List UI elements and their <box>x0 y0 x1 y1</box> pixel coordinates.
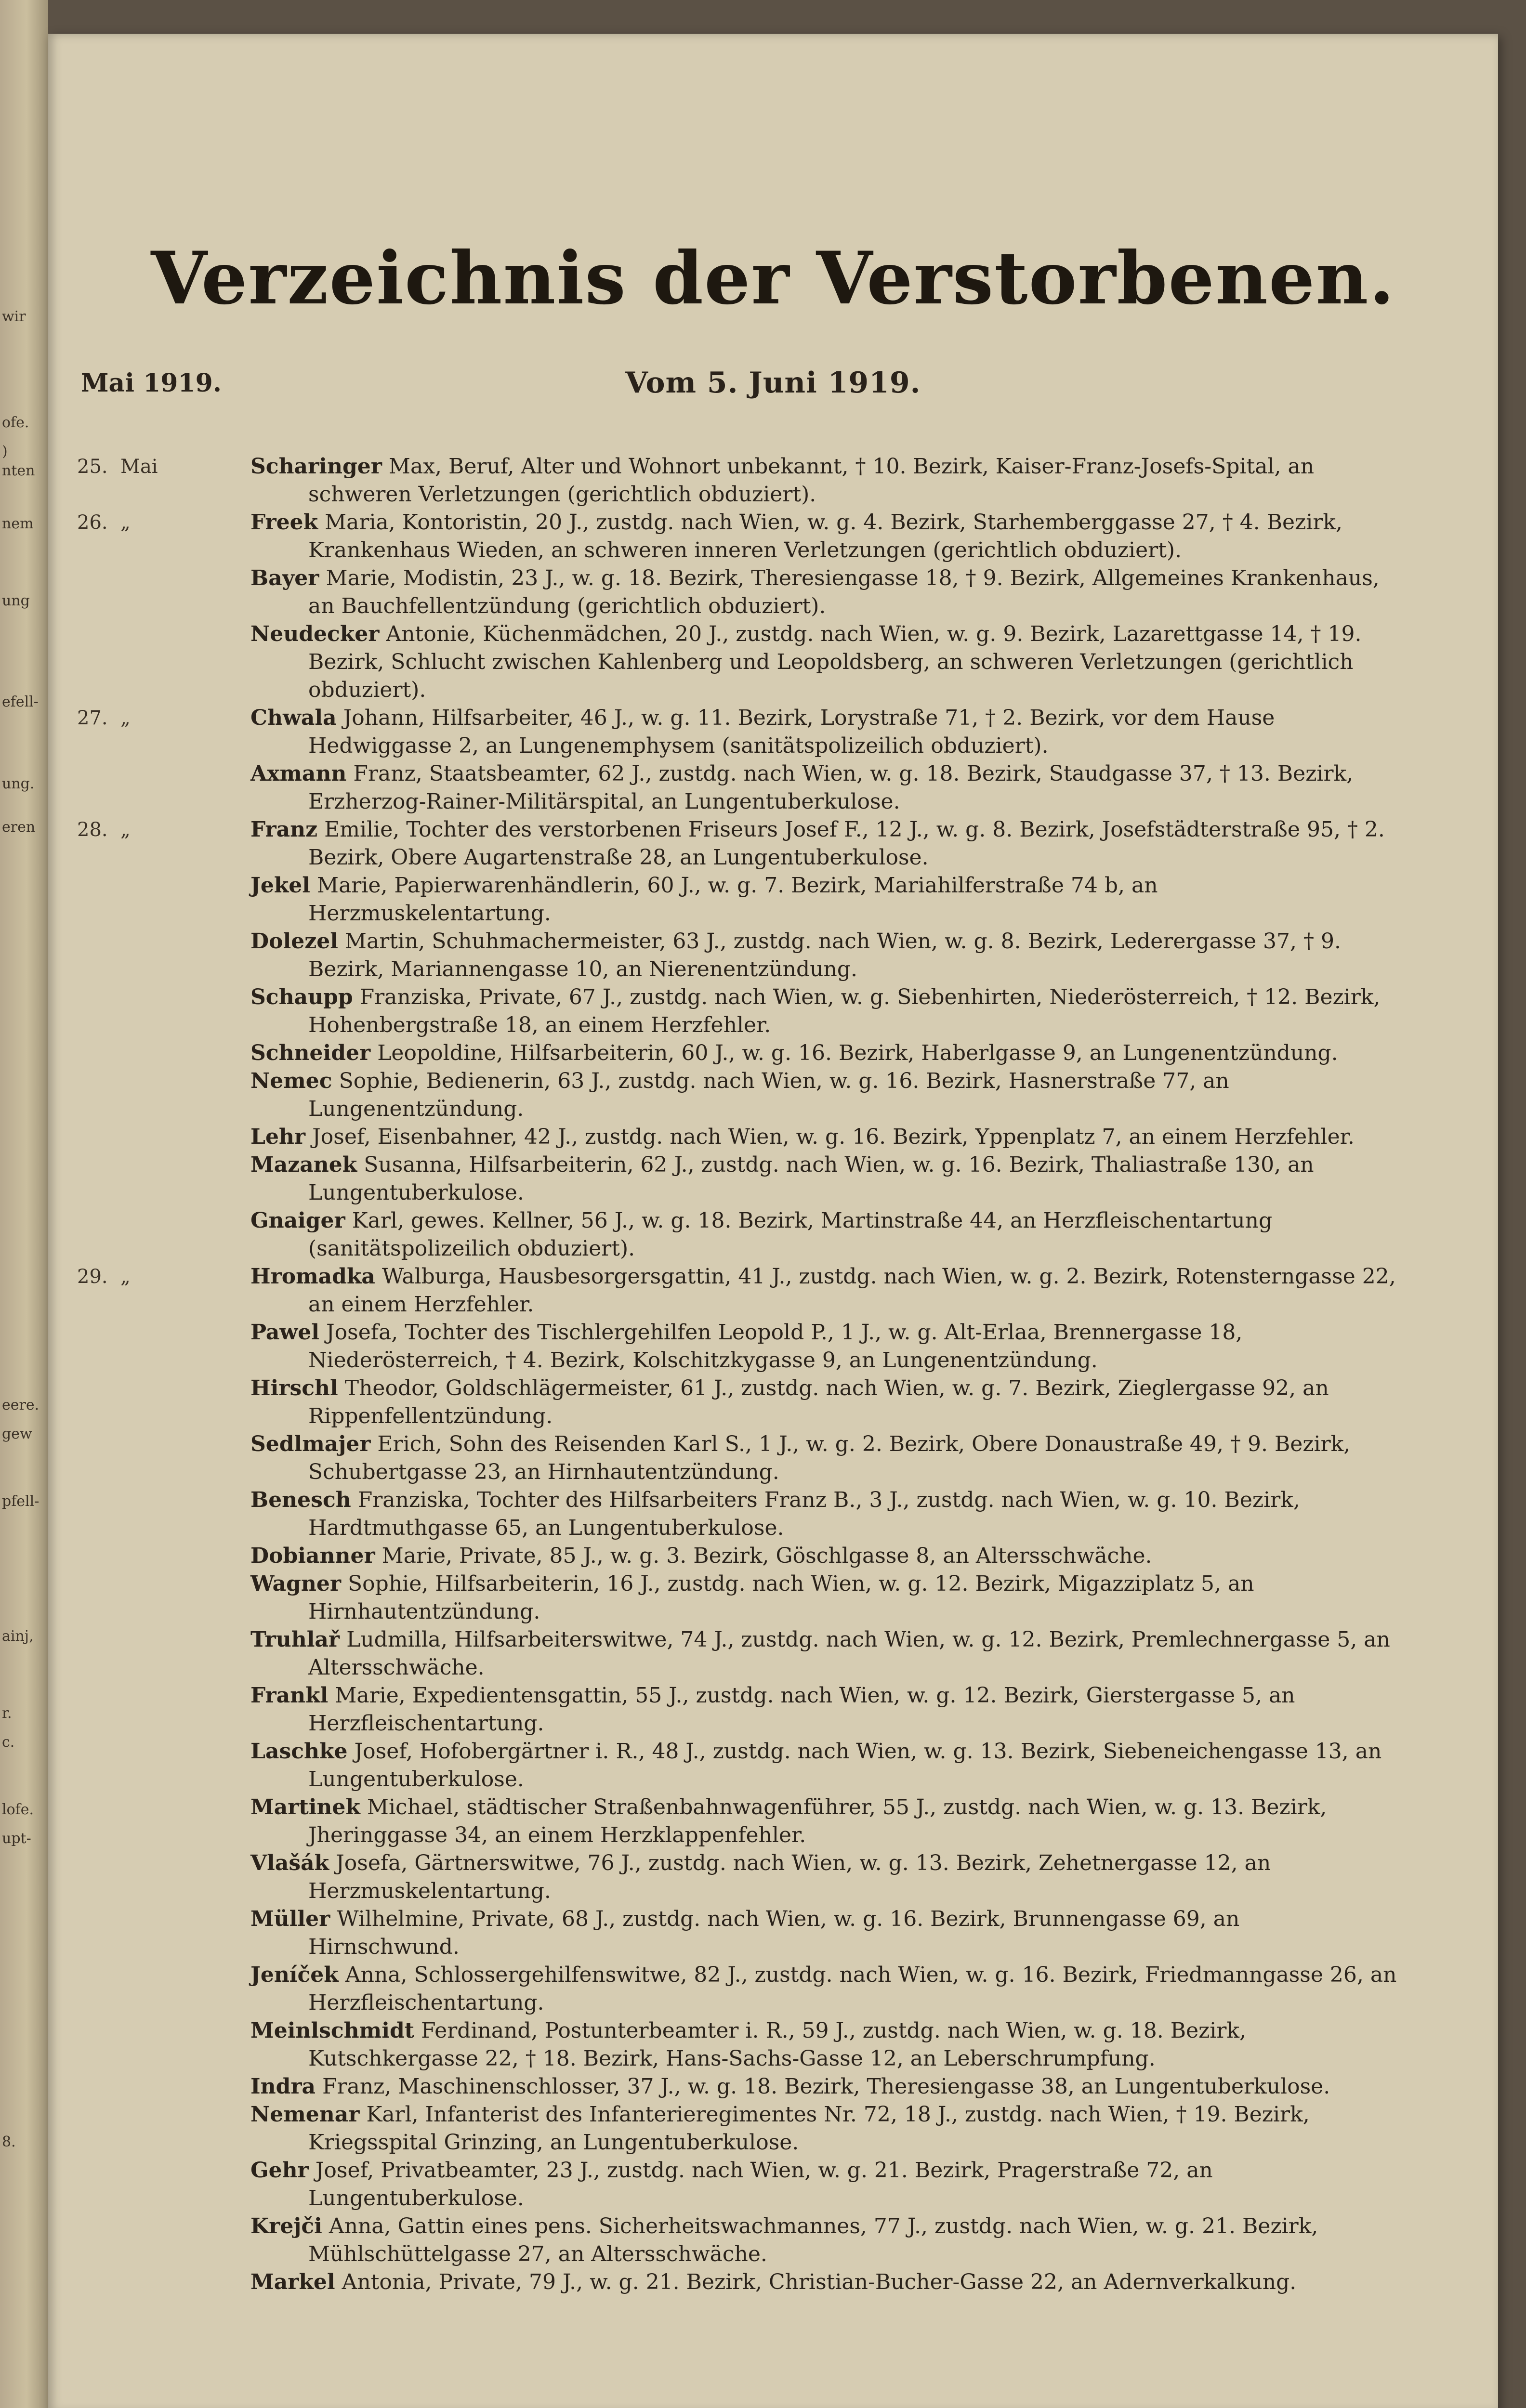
entry-body <box>250 1319 1397 1374</box>
entry-body <box>250 1570 1397 1626</box>
entry-surname: Gnaiger <box>250 1208 345 1233</box>
entry-body <box>250 509 1397 564</box>
entry-surname: Axmann <box>250 761 347 786</box>
entry-body <box>250 1263 1397 1319</box>
margin-fragment: r. <box>2 1705 12 1722</box>
entry-body <box>250 2157 1397 2212</box>
list-item <box>48 1486 1498 1542</box>
entry-surname: Müller <box>250 1907 330 1931</box>
entry-details: Franziska, Private, 67 J., zustdg. nach Wien, w. g. Siebenhirten, Niederösterreich, † 12. Bezirk, Hohenbergstraße 18, an einem Herzfehler. <box>308 985 1381 1037</box>
entry-details: Josef, Privatbeamter, 23 J., zustdg. nach Wien, w. g. 21. Bezirk, Pragerstraße 72, an Lungentuberkulose. <box>308 2158 1213 2211</box>
entry-date-marker <box>77 2157 120 2185</box>
entry-month: „ <box>120 707 131 729</box>
list-item <box>48 620 1498 704</box>
entry-surname: Neudecker <box>250 622 380 646</box>
entry-date-marker <box>77 1374 120 1402</box>
entry-day: 29. <box>77 1266 108 1288</box>
entry-body <box>250 2212 1397 2268</box>
list-item <box>48 2101 1498 2157</box>
entry-date-marker <box>77 1067 120 1095</box>
entry-surname: Krejči <box>250 2214 322 2238</box>
entry-details: Karl, gewes. Kellner, 56 J., w. g. 18. Bezirk, Martinstraße 44, an Herzfleischentartung (sanitätspolizeilich obduziert). <box>308 1208 1273 1261</box>
entry-date-marker <box>77 1486 120 1514</box>
entry-body <box>250 872 1397 928</box>
entry-surname: Jeníček <box>250 1963 339 1987</box>
entry-details: Anna, Gattin eines pens. Sicherheitswachmannes, 77 J., zustdg. nach Wien, w. g. 21. Bezirk, Mühlschüttelgasse 27, an Altersschwäche. <box>308 2214 1318 2266</box>
entry-surname: Dolezel <box>250 929 338 954</box>
list-item <box>48 1430 1498 1486</box>
entry-date-marker <box>77 1151 120 1179</box>
entry-date-marker <box>77 704 131 732</box>
entry-details: Marie, Modistin, 23 J., w. g. 18. Bezirk, Theresiengasse 18, † 9. Bezirk, Allgemeines Krankenhaus, an Bauchfellentzündung (gerichtlich obduziert). <box>308 566 1380 618</box>
list-item <box>48 1207 1498 1263</box>
date-heading: Vom 5. Juni 1919. <box>625 366 921 400</box>
margin-fragment: c. <box>2 1734 15 1751</box>
entry-details: Leopoldine, Hilfsarbeiterin, 60 J., w. g. 16. Bezirk, Haberlgasse 9, an Lungenentzündung. <box>377 1041 1338 1065</box>
entry-date-marker <box>77 760 120 788</box>
entry-details: Martin, Schuhmachermeister, 63 J., zustdg. nach Wien, w. g. 8. Bezirk, Lederergasse 37, † 9. Bezirk, Mariannengasse 10, an Nierenentzündung. <box>308 929 1341 982</box>
entry-body <box>250 1067 1397 1123</box>
entry-surname: Laschke <box>250 1739 348 1764</box>
entry-details: Franziska, Tochter des Hilfsarbeiters Franz B., 3 J., zustdg. nach Wien, w. g. 10. Bezirk, Hardtmuthgasse 65, an Lungentuberkulose. <box>308 1488 1300 1540</box>
entry-date-marker <box>77 2212 120 2240</box>
entry-body <box>250 2268 1397 2296</box>
entry-day: 26. <box>77 511 108 534</box>
entry-day: 27. <box>77 707 108 729</box>
entry-body <box>250 1626 1397 1682</box>
list-item <box>48 1067 1498 1123</box>
entry-body <box>250 1207 1397 1263</box>
entry-date-marker <box>77 1570 120 1598</box>
margin-fragment: gew <box>2 1426 32 1442</box>
entry-surname: Hirschl <box>250 1376 338 1400</box>
list-item <box>48 816 1498 872</box>
entry-body <box>250 1849 1397 1905</box>
entry-date-marker <box>77 509 131 537</box>
entry-body <box>250 760 1397 816</box>
list-item <box>48 1570 1498 1626</box>
entry-details: Maria, Kontoristin, 20 J., zustdg. nach Wien, w. g. 4. Bezirk, Starhemberggasse 27, † 4. Bezirk, Krankenhaus Wieden, an schweren inneren Verletzungen (gerichtlich obduziert). <box>308 510 1343 563</box>
entry-day: 28. <box>77 819 108 841</box>
entry-date-marker <box>77 2268 120 2296</box>
entry-body <box>250 816 1397 872</box>
entry-body <box>250 1961 1397 2017</box>
list-item <box>48 2212 1498 2268</box>
page-title: Verzeichnis der Verstorbenen. <box>151 236 1395 321</box>
entry-date-marker <box>77 2017 120 2045</box>
entry-month: Mai <box>120 456 158 478</box>
entry-surname: Pawel <box>250 1320 319 1345</box>
list-item <box>48 2268 1498 2296</box>
entry-date-marker <box>77 1319 120 1347</box>
entry-details: Theodor, Goldschlägermeister, 61 J., zustdg. nach Wien, w. g. 7. Bezirk, Zieglergasse 92, an Rippenfellentzündung. <box>308 1376 1329 1428</box>
entry-body <box>250 1682 1397 1738</box>
entry-surname: Vlašák <box>250 1851 329 1875</box>
entry-body <box>250 2073 1397 2101</box>
entry-body <box>250 1738 1397 1793</box>
entry-details: Max, Beruf, Alter und Wohnort unbekannt, † 10. Bezirk, Kaiser-Franz-Josefs-Spital, an schweren Verletzungen (gerichtlich obduziert). <box>308 454 1315 507</box>
entry-body <box>250 928 1397 983</box>
list-item <box>48 1039 1498 1067</box>
list-item <box>48 1151 1498 1207</box>
entry-surname: Scharinger <box>250 454 382 479</box>
entry-surname: Bayer <box>250 566 319 590</box>
entry-body <box>250 1430 1397 1486</box>
entry-date-marker <box>77 1905 120 1933</box>
month-year-label: Mai 1919. <box>81 368 222 398</box>
margin-fragment: nem <box>2 515 34 532</box>
entry-surname: Markel <box>250 2270 335 2294</box>
list-item <box>48 1542 1498 1570</box>
margin-fragment: nten <box>2 462 35 479</box>
entry-surname: Schneider <box>250 1041 371 1065</box>
list-item <box>48 1905 1498 1961</box>
entry-body <box>250 1793 1397 1849</box>
entry-details: Josef, Eisenbahner, 42 J., zustdg. nach Wien, w. g. 16. Bezirk, Yppenplatz 7, an einem Herzfehler. <box>312 1125 1355 1149</box>
list-item <box>48 1123 1498 1151</box>
entry-month: „ <box>120 511 131 534</box>
entry-details: Walburga, Hausbesorgersgattin, 41 J., zustdg. nach Wien, w. g. 2. Bezirk, Rotensterngasse 22, an einem Herzfehler. <box>308 1264 1396 1317</box>
entry-details: Marie, Private, 85 J., w. g. 3. Bezirk, Göschlgasse 8, an Altersschwäche. <box>382 1544 1152 1568</box>
entry-body <box>250 1039 1397 1067</box>
entry-surname: Gehr <box>250 2158 309 2183</box>
entry-date-marker <box>77 2073 120 2101</box>
margin-fragment: ofe. <box>2 414 29 431</box>
entry-details: Franz, Maschinenschlosser, 37 J., w. g. 18. Bezirk, Theresiengasse 38, an Lungentuberkulose. <box>322 2074 1330 2099</box>
entry-date-marker <box>77 1849 120 1877</box>
entry-body <box>250 2101 1397 2157</box>
entry-date-marker <box>77 2101 120 2129</box>
list-item <box>48 1374 1498 1430</box>
entry-details: Karl, Infanterist des Infanterieregimentes Nr. 72, 18 J., zustdg. nach Wien, † 19. Bezirk, Kriegsspital Grinzing, an Lungentuberkulose. <box>308 2102 1310 2155</box>
entry-details: Emilie, Tochter des verstorbenen Friseurs Josef F., 12 J., w. g. 8. Bezirk, Josefstädterstraße 95, † 2. Bezirk, Obere Augartenstraße 28, an Lungentuberkulose. <box>308 817 1385 870</box>
entry-month: „ <box>120 1266 131 1288</box>
entry-date-marker <box>77 928 120 955</box>
entry-body <box>250 1542 1397 1570</box>
entry-surname: Nemenar <box>250 2102 360 2127</box>
entry-date-marker <box>77 1123 120 1151</box>
entry-details: Sophie, Hilfsarbeiterin, 16 J., zustdg. nach Wien, w. g. 12. Bezirk, Migazziplatz 5, an Hirnhautentzündung. <box>308 1571 1254 1624</box>
list-item <box>48 1738 1498 1793</box>
list-item <box>48 2157 1498 2212</box>
list-item <box>48 1682 1498 1738</box>
entry-surname: Lehr <box>250 1125 306 1149</box>
margin-fragment: eren <box>2 819 36 836</box>
entry-details: Anna, Schlossergehilfenswitwe, 82 J., zustdg. nach Wien, w. g. 16. Bezirk, Friedmanngasse 26, an Herzfleischentartung. <box>308 1963 1397 2015</box>
entry-details: Josefa, Gärtnerswitwe, 76 J., zustdg. nach Wien, w. g. 13. Bezirk, Zehetnergasse 12, an Herzmuskelentartung. <box>308 1851 1271 1903</box>
entry-surname: Freek <box>250 510 318 535</box>
entry-surname: Schaupp <box>250 985 353 1009</box>
entry-surname: Frankl <box>250 1683 329 1708</box>
entry-date-marker <box>77 1039 120 1067</box>
entry-date-marker <box>77 1430 120 1458</box>
entry-surname: Jekel <box>250 873 311 898</box>
entry-details: Antonia, Private, 79 J., w. g. 21. Bezirk, Christian-Bucher-Gasse 22, an Adernverkalkung. <box>342 2270 1297 2294</box>
entry-details: Wilhelmine, Private, 68 J., zustdg. nach Wien, w. g. 16. Bezirk, Brunnengasse 69, an Hirnschwund. <box>308 1907 1240 1959</box>
list-item <box>48 983 1498 1039</box>
entry-month: „ <box>120 819 131 841</box>
entry-body <box>250 564 1397 620</box>
margin-fragment: ainj, <box>2 1628 34 1645</box>
entry-body <box>250 2017 1397 2073</box>
entry-date-marker <box>77 816 131 844</box>
entry-details: Johann, Hilfsarbeiter, 46 J., w. g. 11. Bezirk, Lorystraße 71, † 2. Bezirk, vor dem Hause Hedwiggasse 2, an Lungenemphysem (sanitätspolizeilich obduziert). <box>308 706 1275 758</box>
entry-body <box>250 704 1397 760</box>
entry-date-marker <box>77 1738 120 1766</box>
entry-surname: Indra <box>250 2074 316 2099</box>
list-item <box>48 453 1498 509</box>
entry-details: Susanna, Hilfsarbeiterin, 62 J., zustdg. nach Wien, w. g. 16. Bezirk, Thaliastraße 130, an Lungentuberkulose. <box>308 1152 1314 1205</box>
entry-details: Sophie, Bedienerin, 63 J., zustdg. nach Wien, w. g. 16. Bezirk, Hasnerstraße 77, an Lungenentzündung. <box>308 1069 1229 1121</box>
list-item <box>48 1793 1498 1849</box>
margin-fragment: wir <box>2 308 26 325</box>
entry-date-marker <box>77 1793 120 1821</box>
list-item <box>48 928 1498 983</box>
entry-surname: Nemec <box>250 1069 332 1093</box>
list-item <box>48 1263 1498 1319</box>
margin-fragment: lofe. <box>2 1801 34 1818</box>
list-item <box>48 1849 1498 1905</box>
entry-body <box>250 1905 1397 1961</box>
entry-surname: Benesch <box>250 1488 351 1512</box>
entry-details: Ludmilla, Hilfsarbeiterswitwe, 74 J., zustdg. nach Wien, w. g. 12. Bezirk, Premlechnergasse 5, an Altersschwäche. <box>308 1627 1390 1680</box>
entry-date-marker <box>77 1542 120 1570</box>
entry-details: Michael, städtischer Straßenbahnwagenführer, 55 J., zustdg. nach Wien, w. g. 13. Bezirk, Jheringgasse 34, an einem Herzklappenfehler. <box>308 1795 1327 1847</box>
margin-fragment: ung <box>2 592 30 609</box>
entry-date-marker <box>77 872 120 900</box>
entry-body <box>250 453 1397 509</box>
entry-date-marker <box>77 1207 120 1235</box>
entry-day: 25. <box>77 456 108 478</box>
list-item <box>48 2073 1498 2101</box>
margin-fragment: ung. <box>2 775 35 792</box>
death-register-list <box>48 453 1498 2296</box>
entry-details: Franz, Staatsbeamter, 62 J., zustdg. nach Wien, w. g. 18. Bezirk, Staudgasse 37, † 13. Bezirk, Erzherzog-Rainer-Militärspital, an Lungentuberkulose. <box>308 761 1354 814</box>
margin-fragment: upt- <box>2 1830 31 1847</box>
entry-date-marker <box>77 620 120 648</box>
entry-body <box>250 620 1397 704</box>
entry-details: Erich, Sohn des Reisenden Karl S., 1 J., w. g. 2. Bezirk, Obere Donaustraße 49, † 9. Bezirk, Schubertgasse 23, an Hirnhautentzündung. <box>308 1432 1351 1484</box>
list-item <box>48 872 1498 928</box>
entry-details: Antonie, Küchenmädchen, 20 J., zustdg. nach Wien, w. g. 9. Bezirk, Lazarettgasse 14, † 19. Bezirk, Schlucht zwischen Kahlenberg und Leopoldsberg, an schweren Verletzungen (gerichtlich obduziert). <box>308 622 1362 702</box>
entry-date-marker <box>77 1263 131 1291</box>
entry-surname: Wagner <box>250 1571 342 1596</box>
entry-details: Josef, Hofobergärtner i. R., 48 J., zustdg. nach Wien, w. g. 13. Bezirk, Siebeneichengasse 13, an Lungentuberkulose. <box>308 1739 1382 1792</box>
entry-body <box>250 1123 1397 1151</box>
entry-details: Ferdinand, Postunterbeamter i. R., 59 J., zustdg. nach Wien, w. g. 18. Bezirk, Kutschkergasse 22, † 18. Bezirk, Hans-Sachs-Gasse 12, an Leberschrumpfung. <box>308 2018 1247 2071</box>
entry-date-marker <box>77 1961 120 1989</box>
document-page <box>48 34 1498 2408</box>
entry-surname: Meinlschmidt <box>250 2018 415 2043</box>
entry-date-marker <box>77 453 158 481</box>
entry-date-marker <box>77 564 120 592</box>
entry-body <box>250 1374 1397 1430</box>
list-item <box>48 564 1498 620</box>
entry-body <box>250 983 1397 1039</box>
list-item <box>48 1319 1498 1374</box>
list-item <box>48 2017 1498 2073</box>
margin-fragment: ) <box>2 443 8 460</box>
entry-surname: Martinek <box>250 1795 360 1819</box>
list-item <box>48 760 1498 816</box>
entry-details: Marie, Expedientensgattin, 55 J., zustdg. nach Wien, w. g. 12. Bezirk, Gierstergasse 5, an Herzfleischentartung. <box>308 1683 1295 1736</box>
adjacent-page-edge <box>0 0 48 2408</box>
entry-body <box>250 1486 1397 1542</box>
entry-surname: Franz <box>250 817 318 842</box>
entry-surname: Chwala <box>250 706 337 730</box>
entry-date-marker <box>77 1682 120 1710</box>
entry-date-marker <box>77 983 120 1011</box>
entry-details: Josefa, Tochter des Tischlergehilfen Leopold P., 1 J., w. g. Alt-Erlaa, Brennergasse 18, Niederösterreich, † 4. Bezirk, Kolschitzkygasse 9, an Lungenentzündung. <box>308 1320 1243 1373</box>
list-item <box>48 509 1498 564</box>
entry-details: Marie, Papierwarenhändlerin, 60 J., w. g. 7. Bezirk, Mariahilferstraße 74 b, an Herzmuskelentartung. <box>308 873 1158 926</box>
margin-fragment: eere. <box>2 1397 39 1413</box>
list-item <box>48 1961 1498 2017</box>
list-item <box>48 704 1498 760</box>
entry-surname: Truhlař <box>250 1627 340 1652</box>
entry-surname: Hromadka <box>250 1264 375 1289</box>
entry-date-marker <box>77 1626 120 1654</box>
entry-body <box>250 1151 1397 1207</box>
margin-fragment: pfell- <box>2 1493 39 1510</box>
margin-fragment: 8. <box>2 2133 16 2150</box>
margin-fragment: efell- <box>2 694 39 710</box>
entry-surname: Dobianner <box>250 1544 375 1568</box>
entry-surname: Sedlmajer <box>250 1432 371 1456</box>
list-item <box>48 1626 1498 1682</box>
entry-surname: Mazanek <box>250 1152 357 1177</box>
